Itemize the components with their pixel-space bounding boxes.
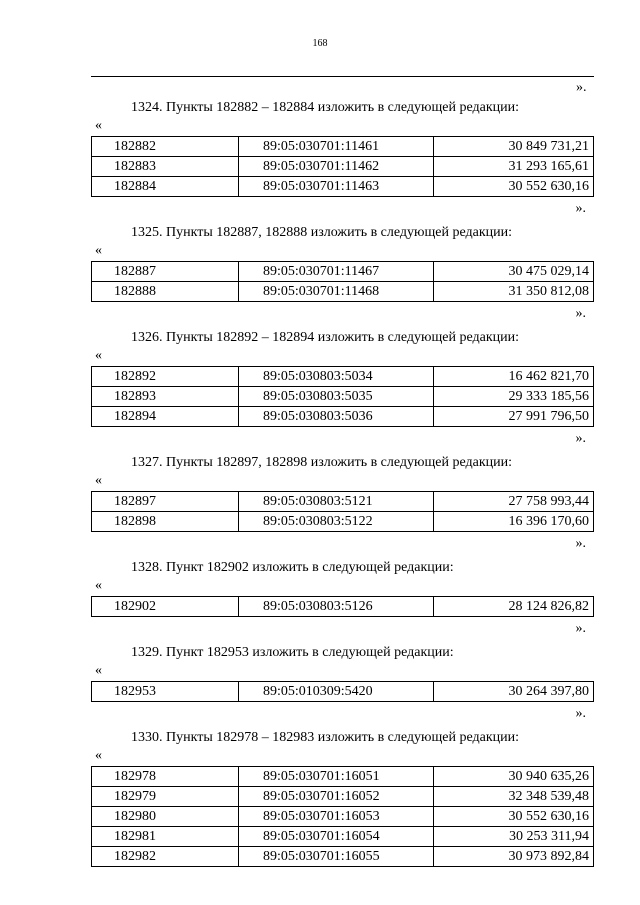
section-title: 1324. Пункты 182882 – 182884 изложить в следующей редакции: (131, 100, 520, 115)
open-quote: « (95, 473, 102, 488)
open-quote: « (95, 348, 102, 363)
amendment-section (91, 453, 594, 554)
top-close-quote: ». (576, 80, 587, 95)
section-title: 1330. Пункты 182978 – 182983 изложить в следующей редакции: (131, 730, 520, 745)
table-row (92, 682, 594, 702)
table-row (92, 492, 594, 512)
cadastral-number-cell: 89:05:030701:16053 (239, 807, 434, 827)
item-number-cell: 182883 (92, 157, 239, 177)
cadastral-number-cell: 89:05:010309:5420 (239, 682, 434, 702)
table-row (92, 827, 594, 847)
cadastral-number-cell: 89:05:030701:16052 (239, 787, 434, 807)
top-rule (91, 76, 594, 77)
amendment-section (91, 98, 594, 219)
cadastral-number-cell: 89:05:030803:5122 (239, 512, 434, 532)
cadastral-number-cell: 89:05:030701:11468 (239, 282, 434, 302)
open-quote: « (95, 118, 102, 133)
open-quote: « (95, 578, 102, 593)
cadastral-number-cell: 89:05:030701:16051 (239, 767, 434, 787)
cadastral-number-cell: 89:05:030803:5126 (239, 597, 434, 617)
table-row (92, 787, 594, 807)
value-cell: 30 253 311,94 (434, 827, 594, 847)
item-number-cell: 182980 (92, 807, 239, 827)
cadastral-number-cell: 89:05:030803:5121 (239, 492, 434, 512)
item-number-cell: 182892 (92, 367, 239, 387)
close-quote: ». (575, 706, 586, 721)
value-cell: 31 350 812,08 (434, 282, 594, 302)
amendment-section (91, 728, 594, 867)
item-number-cell: 182981 (92, 827, 239, 847)
table-row (92, 597, 594, 617)
value-cell: 30 475 029,14 (434, 262, 594, 282)
cadastral-number-cell: 89:05:030701:16054 (239, 827, 434, 847)
value-cell: 30 552 630,16 (434, 177, 594, 197)
cadastral-number-cell: 89:05:030701:11467 (239, 262, 434, 282)
table-row (92, 847, 594, 867)
section-title: 1325. Пункты 182887, 182888 изложить в следующей редакции: (131, 225, 513, 240)
cadastral-number-cell: 89:05:030701:11463 (239, 177, 434, 197)
parcel-table (91, 766, 594, 867)
item-number-cell: 182882 (92, 137, 239, 157)
open-quote: « (95, 243, 102, 258)
value-cell: 16 396 170,60 (434, 512, 594, 532)
section-title: 1329. Пункт 182953 изложить в следующей редакции: (131, 645, 454, 660)
close-quote: ». (575, 201, 586, 216)
item-number-cell: 182953 (92, 682, 239, 702)
amendment-section (91, 643, 594, 724)
table-row (92, 262, 594, 282)
item-number-cell: 182902 (92, 597, 239, 617)
cadastral-number-cell: 89:05:030803:5035 (239, 387, 434, 407)
item-number-cell: 182982 (92, 847, 239, 867)
table-row (92, 807, 594, 827)
parcel-table (91, 136, 594, 197)
value-cell: 27 991 796,50 (434, 407, 594, 427)
parcel-table (91, 491, 594, 532)
value-cell: 30 264 397,80 (434, 682, 594, 702)
open-quote: « (95, 663, 102, 678)
item-number-cell: 182978 (92, 767, 239, 787)
section-title: 1327. Пункты 182897, 182898 изложить в следующей редакции: (131, 455, 513, 470)
value-cell: 29 333 185,56 (434, 387, 594, 407)
section-title: 1328. Пункт 182902 изложить в следующей редакции: (131, 560, 454, 575)
value-cell: 30 849 731,21 (434, 137, 594, 157)
cadastral-number-cell: 89:05:030701:11461 (239, 137, 434, 157)
document-body (91, 98, 594, 871)
item-number-cell: 182884 (92, 177, 239, 197)
close-quote: ». (575, 306, 586, 321)
item-number-cell: 182979 (92, 787, 239, 807)
item-number-cell: 182887 (92, 262, 239, 282)
parcel-table (91, 681, 594, 702)
item-number-cell: 182894 (92, 407, 239, 427)
value-cell: 30 552 630,16 (434, 807, 594, 827)
table-row (92, 367, 594, 387)
item-number-cell: 182888 (92, 282, 239, 302)
table-row (92, 387, 594, 407)
value-cell: 30 973 892,84 (434, 847, 594, 867)
value-cell: 28 124 826,82 (434, 597, 594, 617)
amendment-section (91, 223, 594, 324)
amendment-section (91, 328, 594, 449)
table-row (92, 177, 594, 197)
item-number-cell: 182898 (92, 512, 239, 532)
item-number-cell: 182897 (92, 492, 239, 512)
open-quote: « (95, 748, 102, 763)
parcel-table (91, 366, 594, 427)
cadastral-number-cell: 89:05:030803:5034 (239, 367, 434, 387)
parcel-table (91, 261, 594, 302)
table-row (92, 512, 594, 532)
value-cell: 31 293 165,61 (434, 157, 594, 177)
table-row (92, 407, 594, 427)
value-cell: 27 758 993,44 (434, 492, 594, 512)
section-title: 1326. Пункты 182892 – 182894 изложить в следующей редакции: (131, 330, 520, 345)
cadastral-number-cell: 89:05:030701:11462 (239, 157, 434, 177)
close-quote: ». (575, 621, 586, 636)
close-quote: ». (575, 431, 586, 446)
value-cell: 16 462 821,70 (434, 367, 594, 387)
value-cell: 32 348 539,48 (434, 787, 594, 807)
table-row (92, 157, 594, 177)
amendment-section (91, 558, 594, 639)
cadastral-number-cell: 89:05:030701:16055 (239, 847, 434, 867)
page-number: 168 (312, 38, 328, 49)
table-row (92, 282, 594, 302)
table-row (92, 137, 594, 157)
parcel-table (91, 596, 594, 617)
table-row (92, 767, 594, 787)
cadastral-number-cell: 89:05:030803:5036 (239, 407, 434, 427)
value-cell: 30 940 635,26 (434, 767, 594, 787)
close-quote: ». (575, 536, 586, 551)
item-number-cell: 182893 (92, 387, 239, 407)
